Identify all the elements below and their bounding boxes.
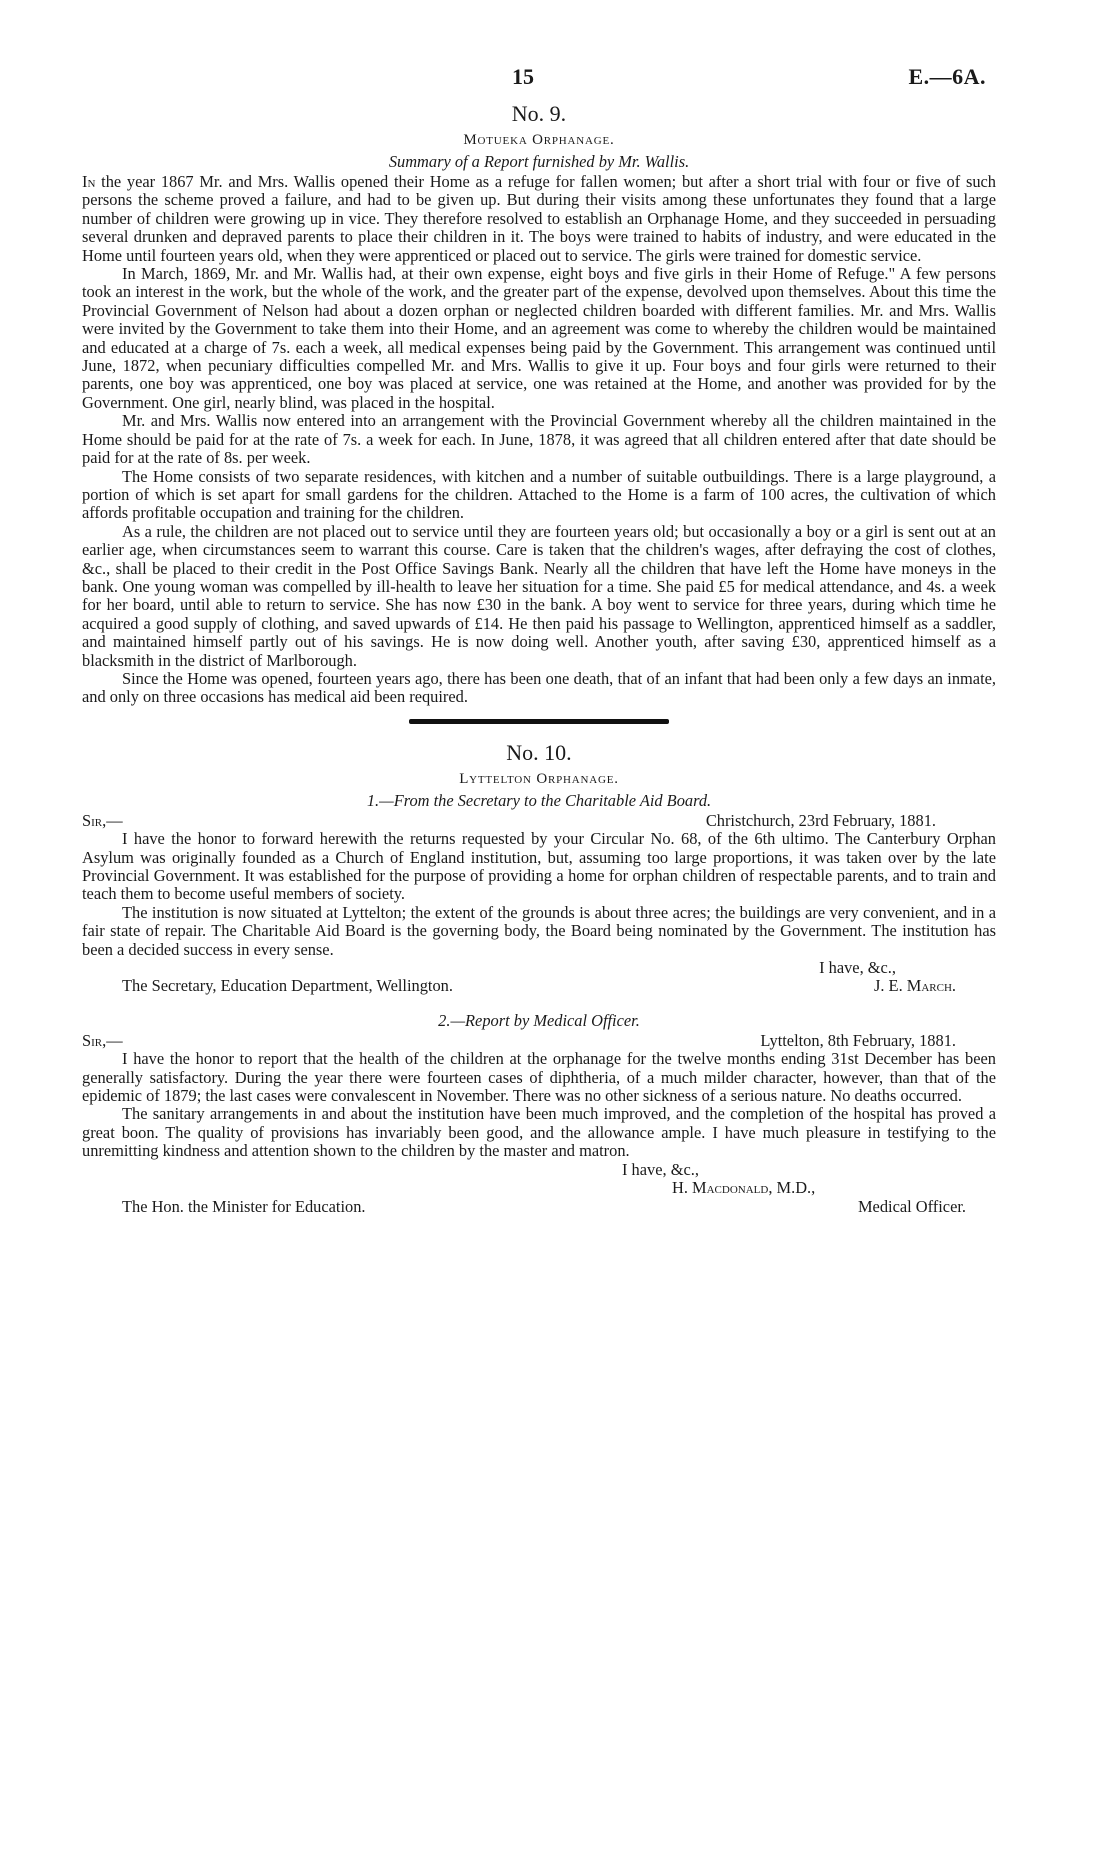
section-9-paragraph-3: Mr. and Mrs. Wallis now entered into an arrangement with the Provincial Government whereby all the children maintained in the Home should be paid for at the rate of 7s. a week for each. In June, 1878, it was agreed that all children entered after that date should be paid for at the rate of 8s. per week.: [82, 411, 996, 468]
letter-2-addressee: The Hon. the Minister for Education.: [122, 1196, 366, 1216]
drop-word: In: [82, 172, 96, 191]
letter-2-heading: 2.—Report by Medical Officer.: [438, 1010, 640, 1030]
letter-2-place-date: Lyttelton, 8th February, 1881.: [760, 1030, 956, 1050]
letter-2-signature: [672, 1179, 996, 1197]
section-9-paragraph-6: Since the Home was opened, fourteen years ago, there has been one death, that of an infant that had been only a few days an inmate, and only on three occasions has medical aid been required.: [82, 668, 996, 707]
section-9-number: No. 9.: [511, 101, 567, 126]
letter-2-footer-line: [82, 1198, 996, 1216]
document-reference: E.—6A.: [908, 64, 986, 89]
letter-1-signature: J. E. March.: [873, 976, 956, 996]
section-9-paragraph-5: As a rule, the children are not placed out to service until they are fourteen years old; but occasionally a boy or a girl is sent out at an earlier age, when circumstances seem to warrant this course. Care is taken that the children's wages, after defraying the cost of clothes, &c., shall be placed to their credit in the Post Office Savings Bank. Nearly all the children that have left the Home have moneys in the bank. One young woman was compelled by ill-health to leave her situation for a time. She paid £5 for medical attendance, and 4s. a week for her board, until able to return to service. She has now £30 in the bank. A boy went to service for three years, during which time he acquired a good supply of clothing, and saved upwards of £14. He then paid his passage to Wellington, apprenticed himself as a saddler, and maintained himself partly out of his savings. He is now doing well. Another youth, after saving £30, apprenticed himself as a blacksmith in the district of Marlborough.: [82, 521, 996, 670]
letter-2-officer-title: Medical Officer.: [857, 1196, 966, 1216]
letter-1-heading: 1.—From the Secretary to the Charitable Aid Board.: [366, 790, 712, 810]
section-9-title: Motueka Orphanage.: [463, 132, 615, 148]
letter-1-addressee: The Secretary, Education Department, Wellington.: [122, 976, 453, 996]
letter-1-salutation: Sir,—: [82, 810, 123, 830]
letter-1-paragraph-1: I have the honor to forward herewith the returns requested by your Circular No. 68, of the 6th ultimo. The Canterbury Orphan Asylum was originally founded as a Church of England institution, but, assuming too large proportions, it was taken over by the late Provincial Government. It was established for the purpose of providing a home for orphan children of respectable parents, and to train and teach them to become useful members of society.: [82, 829, 996, 904]
section-9-subtitle: Summary of a Report furnished by Mr. Wallis.: [388, 152, 690, 171]
page-number: 15: [512, 64, 534, 89]
letter-2-salutation: Sir,—: [82, 1030, 123, 1050]
section-9-paragraph-4: The Home consists of two separate residences, with kitchen and a number of suitable outbuildings. There is a large playground, a portion of which is set apart for small gardens for the children. Attached to the Home is a farm of 100 acres, the cultivation of which affords profitable occupation and training for the children.: [82, 466, 996, 523]
letter-2-closing: I have, &c.,: [622, 1159, 699, 1179]
letter-1-paragraph-2: The institution is now situated at Lyttelton; the extent of the grounds is about three acres; the buildings are very convenient, and in a fair state of repair. The Charitable Aid Board is the governing body, the Board being nominated by the Government. The institution has been a decided success in every sense.: [82, 902, 996, 959]
letter-2-paragraph-2: The sanitary arrangements in and about the institution have been much improved, and the completion of the hospital has proved a great boon. The quality of provisions has invariably been good, and the allowance ample. I have much pleasure in testifying to the unremitting kindness and attention shown to the children by the master and matron.: [82, 1104, 996, 1161]
section-10-title: Lyttelton Orphanage.: [459, 770, 619, 787]
letter-2-paragraph-1: I have the honor to report that the health of the children at the orphanage for the twelve months ending 31st December has been generally satisfactory. During the year there were fourteen cases of diphtheria, of a much milder character, however, than that of the epidemic of 1879; the last cases were convalescent in November. There was no other sickness of a serious nature. No deaths occurred.: [82, 1049, 996, 1106]
letter-1-place-date: Christchurch, 23rd February, 1881.: [705, 810, 936, 830]
letter-1-closing: I have, &c.,: [819, 958, 896, 978]
section-divider: [409, 719, 669, 724]
section-10-number: No. 10.: [506, 739, 572, 765]
letter-1-footer-line: [82, 977, 996, 995]
section-9-paragraph-1: [82, 173, 996, 265]
letter-1-header-line: [82, 812, 996, 830]
section-9-paragraph-2: In March, 1869, Mr. and Mr. Wallis had, at their own expense, eight boys and five girls in their Home of Refuge." A few persons took an interest in the work, but the whole of the work, and the greater part of the expense, devolved upon themselves. About this time the Provincial Government of Nelson had about a dozen orphan or neglected children boarded with different families. Mr. and Mrs. Wallis were invited by the Government to take them into their Home, and an agreement was come to whereby the children would be maintained and educated at a charge of 7s. each a week, all medical expenses being paid by the Government. This arrangement was continued until June, 1872, when pecuniary difficulties compelled Mr. and Mrs. Wallis to give it up. Four boys and four girls were returned to their parents, one boy was apprenticed, one boy was placed at service, one was retained at the Home, and another was provided for by the Government. One girl, nearly blind, was placed in the hospital.: [82, 264, 996, 412]
letter-2-header-line: [82, 1032, 996, 1050]
signature-name: H. Macdonald, M.D.,: [672, 1178, 816, 1198]
page-content: [82, 99, 996, 1216]
paragraph-text: the year 1867 Mr. and Mrs. Wallis opened their Home as a refuge for fallen women; but after a short trial with four or five of such persons the scheme proved a failure, and had to be given up. But during their visits among these unfortunates they found that a large number of children were growing up in vice. They therefore resolved to establish an Orphanage Home, and they succeeded in persuading several drunken and depraved parents to place their children in it. The boys were trained to habits of industry, and were educated in the Home until fourteen years old, when they were apprenticed or placed out to service. The girls were trained for domestic service.: [82, 172, 996, 265]
